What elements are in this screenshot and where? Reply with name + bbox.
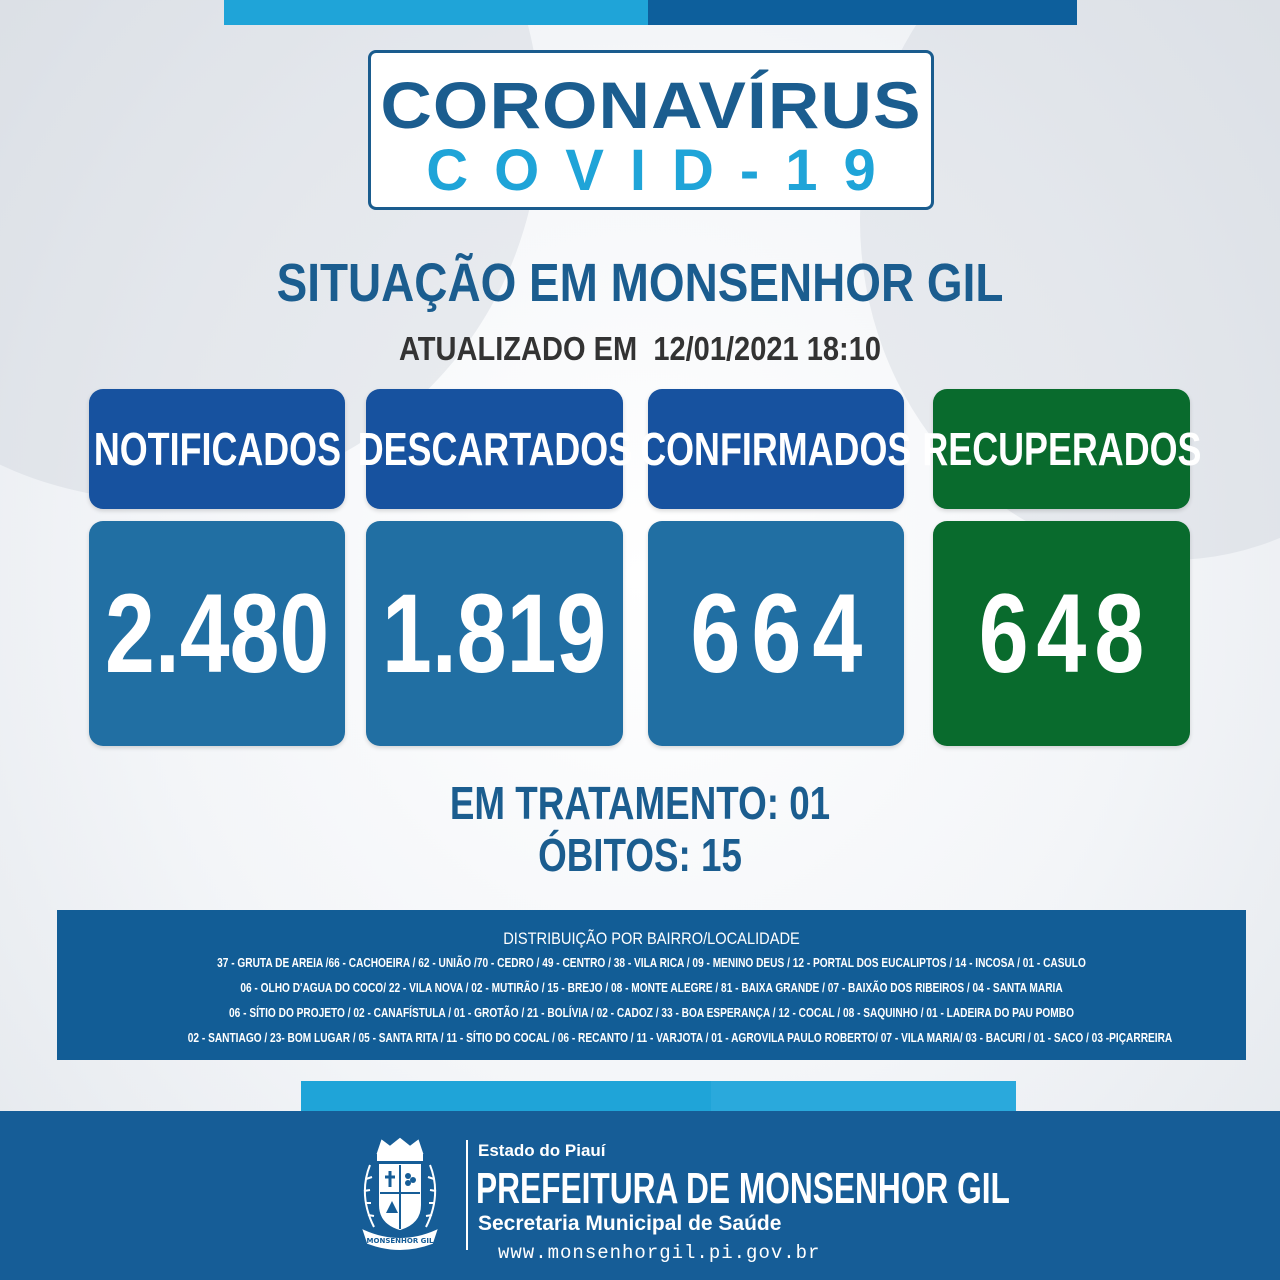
footer-prefeitura: PREFEITURA DE MONSENHOR GIL — [476, 1164, 1010, 1213]
stat-label-text: CONFIRMADOS — [640, 423, 912, 475]
logo-coronavirus-text: CORONAVÍRUS — [380, 68, 922, 142]
stat-label-confirmados — [640, 389, 912, 509]
stat-label-recuperados — [921, 389, 1202, 509]
stat-value-descartados — [366, 521, 623, 746]
coronavirus-logo — [368, 50, 934, 210]
footer-accent-bar — [301, 1081, 711, 1111]
footer-state: Estado do Piauí — [478, 1141, 606, 1160]
distribution-title: DISTRIBUIÇÃO POR BAIRRO/LOCALIDADE — [503, 929, 800, 948]
stat-value-text: 1.819 — [382, 571, 607, 696]
stat-label-descartados — [357, 389, 632, 509]
distribution-line: 02 - SANTIAGO / 23- BOM LUGAR / 05 - SANTA RITA / 11 - SÍTIO DO COCAL / 06 - RECANTO / 11 - VARJOTA / 01 - AGROVILA PAULO ROBERTO/ 07 - VILA MARIA/ 03 - BACURI / 01 - SACO / 03 -PIÇARREIRA — [187, 1030, 1173, 1045]
stat-value-notificados — [89, 521, 345, 746]
footer-website-link[interactable]: www.monsenhorgil.pi.gov.br — [498, 1242, 821, 1264]
stat-value-confirmados — [648, 521, 904, 746]
logo-covid-text: COVID-19 — [426, 138, 902, 203]
stat-label-text: DESCARTADOS — [357, 423, 632, 475]
coat-of-arms-icon — [350, 1135, 450, 1257]
top-accent-bar-light — [224, 0, 648, 25]
top-accent-bar-dark — [648, 0, 1077, 25]
footer-accent-bar — [711, 1081, 1016, 1111]
stat-value-recuperados — [933, 521, 1190, 746]
footer-secretaria: Secretaria Municipal de Saúde — [478, 1212, 782, 1235]
stat-label-text: RECUPERADOS — [921, 423, 1202, 475]
in-treatment-count: EM TRATAMENTO: 01 — [449, 777, 831, 829]
stat-label-notificados — [89, 389, 345, 509]
crest-text: MONSENHOR GIL — [366, 1237, 434, 1245]
page-title: SITUAÇÃO EM MONSENHOR GIL — [276, 253, 1004, 313]
stat-value-text: 2.480 — [104, 571, 330, 696]
distribution-line: 06 - SÍTIO DO PROJETO / 02 - CANAFÍSTULA / 01 - GROTÃO / 21 - BOLÍVIA / 02 - CADOZ / 33 - BOA ESPERANÇA / 12 - COCAL / 08 - SAQUINHO / 01 - LADEIRA DO PAU POMBO — [229, 1005, 1074, 1020]
distribution-panel — [57, 910, 1246, 1060]
updated-timestamp: ATUALIZADO EM 12/01/2021 18:10 — [398, 330, 882, 367]
stat-label-text: NOTIFICADOS — [93, 423, 341, 475]
deaths-count: ÓBITOS: 15 — [538, 829, 742, 881]
stat-value-text: 664 — [690, 571, 874, 696]
distribution-line: 06 - OLHO D'AGUA DO COCO/ 22 - VILA NOVA / 02 - MUTIRÃO / 15 - BREJO / 08 - MONTE ALEGRE / 81 - BAIXA GRANDE / 07 - BAIXÃO DOS RIBEIROS / 04 - SANTA MARIA — [240, 980, 1063, 995]
distribution-line: 37 - GRUTA DE AREIA /66 - CACHOEIRA / 62 - UNIÃO /70 - CEDRO / 49 - CENTRO / 38 - VILA RICA / 09 - MENINO DEUS / 12 - PORTAL DOS EUCALIPTOS / 14 - INCOSA / 01 - CASULO — [217, 955, 1086, 970]
footer-divider — [466, 1140, 468, 1250]
stat-value-text: 648 — [978, 571, 1153, 696]
